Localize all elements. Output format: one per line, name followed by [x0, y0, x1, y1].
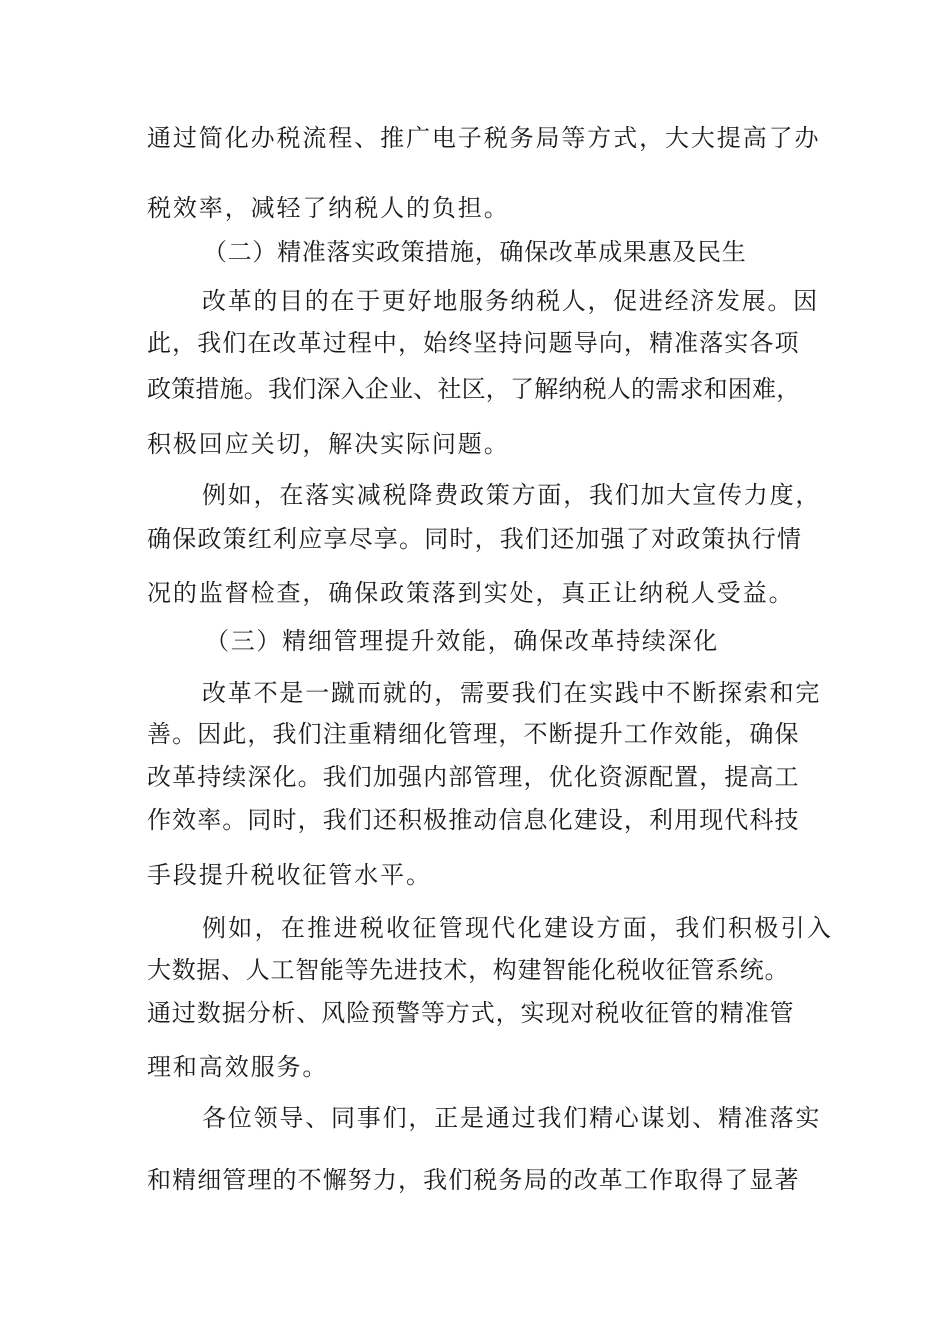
body-text-line: 况的监督检查，确保政策落到实处，真正让纳税人受益。 [147, 579, 795, 607]
body-text-line: 积极回应关切，解决实际问题。 [147, 430, 510, 458]
body-text-line: 各位领导、同事们，正是通过我们精心谋划、精准落实 [202, 1104, 822, 1132]
body-text-line: 通过数据分析、风险预警等方式，实现对税收征管的精准管 [147, 999, 795, 1027]
body-text-line: 手段提升税收征管水平。 [147, 861, 432, 889]
body-text-line: 改革持续深化。我们加强内部管理，优化资源配置，提高工 [147, 763, 800, 791]
body-text-line: 此，我们在改革过程中，始终坚持问题导向，精准落实各项 [147, 329, 800, 357]
body-text-line: 善。因此，我们注重精细化管理，不断提升工作效能，确保 [147, 720, 800, 748]
body-text-line: 例如，在落实减税降费政策方面，我们加大宣传力度， [202, 481, 822, 509]
body-text-line: 通过简化办税流程、推广电子税务局等方式，大大提高了办 [147, 124, 821, 152]
body-text-line: 改革的目的在于更好地服务纳税人，促进经济发展。因 [202, 287, 819, 315]
body-text-line: 政策措施。我们深入企业、社区，了解纳税人的需求和困难， [147, 375, 801, 403]
body-text-line: 理和高效服务。 [147, 1053, 329, 1081]
body-text-line: 确保政策红利应享尽享。同时，我们还加强了对政策执行情 [147, 525, 803, 553]
body-text-line: 改革不是一蹴而就的，需要我们在实践中不断探索和完 [202, 679, 822, 707]
body-text-line: 例如，在推进税收征管现代化建设方面，我们积极引入 [202, 914, 834, 942]
body-text-line: 税效率，减轻了纳税人的负担。 [147, 194, 510, 222]
body-text-line: 作效率。同时，我们还积极推动信息化建设，利用现代科技 [147, 806, 800, 834]
section-heading: （二）精准落实政策措施，确保改革成果惠及民生 [203, 238, 747, 266]
body-text-line: 和精细管理的不懈努力，我们税务局的改革工作取得了显著 [147, 1166, 800, 1194]
section-heading: （三）精细管理提升效能，确保改革持续深化 [205, 627, 719, 655]
body-text-line: 大数据、人工智能等先进技术，构建智能化税收征管系统。 [147, 956, 790, 984]
